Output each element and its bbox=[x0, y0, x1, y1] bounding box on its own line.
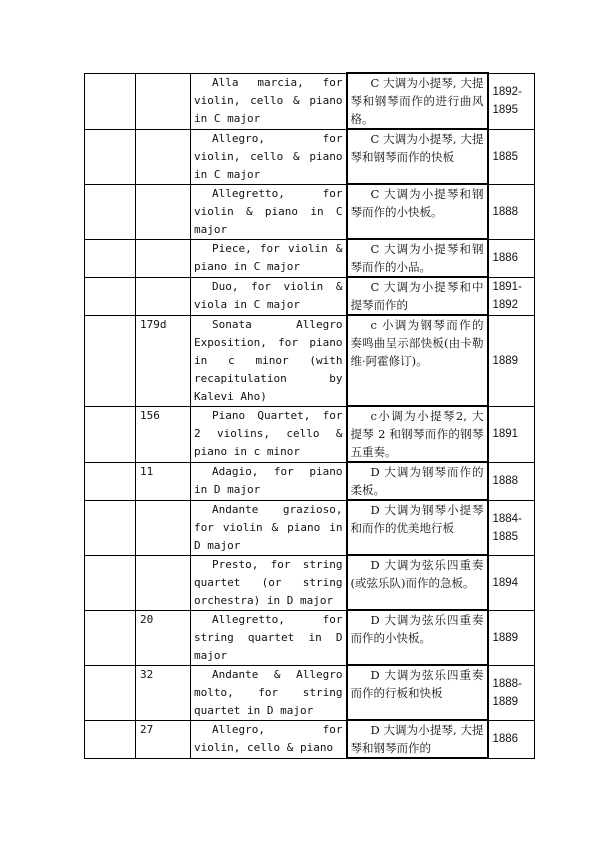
catalogue-number-cell: 27 bbox=[136, 720, 191, 758]
chinese-description-cell: D 大调为小提琴, 大提琴和钢琴而作的 bbox=[347, 720, 488, 758]
blank-cell bbox=[85, 315, 136, 406]
catalogue-number-cell bbox=[136, 73, 191, 129]
table-row bbox=[85, 277, 535, 315]
work-title-cell: Presto, for string quartet (or string orchestra) in D major bbox=[191, 555, 347, 610]
year-cell: 1886 bbox=[488, 239, 535, 277]
table-row bbox=[85, 315, 535, 406]
table-row bbox=[85, 555, 535, 610]
catalogue-number-cell: 32 bbox=[136, 665, 191, 720]
year-cell: 1888 bbox=[488, 462, 535, 500]
chinese-description-cell: D 大调为钢琴而作的柔板。 bbox=[347, 462, 488, 500]
work-title-cell: Andante grazioso, for violin & piano in D major bbox=[191, 500, 347, 555]
table-row bbox=[85, 720, 535, 758]
year-cell: 1888 bbox=[488, 184, 535, 239]
table-body bbox=[85, 73, 535, 758]
catalogue-number-cell bbox=[136, 184, 191, 239]
chinese-description-cell: C 大调为小提琴, 大提琴和钢琴而作的进行曲风格。 bbox=[347, 73, 488, 129]
catalogue-number-cell: 179d bbox=[136, 315, 191, 406]
catalogue-number-cell: 20 bbox=[136, 610, 191, 665]
work-title-cell: Piece, for violin & piano in C major bbox=[191, 239, 347, 277]
table-row bbox=[85, 462, 535, 500]
blank-cell bbox=[85, 277, 136, 315]
blank-cell bbox=[85, 610, 136, 665]
year-cell: 1885 bbox=[488, 129, 535, 184]
blank-cell bbox=[85, 555, 136, 610]
table-row bbox=[85, 239, 535, 277]
chinese-description-cell: C 大调为小提琴和钢琴而作的小快板。 bbox=[347, 184, 488, 239]
work-title-cell: Sonata Allegro Exposition, for piano in c minor (with recapitulation by Kalevi Aho) bbox=[191, 315, 347, 406]
table-row bbox=[85, 184, 535, 239]
chinese-description-cell: C 大调为小提琴和钢琴而作的小品。 bbox=[347, 239, 488, 277]
table-row bbox=[85, 406, 535, 462]
work-title-cell: Allegretto, for string quartet in D major bbox=[191, 610, 347, 665]
table-row bbox=[85, 610, 535, 665]
blank-cell bbox=[85, 73, 136, 129]
year-cell: 1884-1885 bbox=[488, 500, 535, 555]
chinese-description-cell: c小调为小提琴2, 大提琴 2 和钢琴而作的钢琴五重奏。 bbox=[347, 406, 488, 462]
table-row bbox=[85, 129, 535, 184]
blank-cell bbox=[85, 184, 136, 239]
blank-cell bbox=[85, 500, 136, 555]
chinese-description-cell: C 大调为小提琴和中提琴而作的 bbox=[347, 277, 488, 315]
year-cell: 1886 bbox=[488, 720, 535, 758]
works-table bbox=[84, 72, 535, 759]
chinese-description-cell: D 大调为弦乐四重奏(或弦乐队)而作的急板。 bbox=[347, 555, 488, 610]
work-title-cell: Allegro, for violin, cello & piano in C major bbox=[191, 129, 347, 184]
year-cell: 1894 bbox=[488, 555, 535, 610]
year-cell: 1888-1889 bbox=[488, 665, 535, 720]
catalogue-number-cell bbox=[136, 239, 191, 277]
year-cell: 1889 bbox=[488, 315, 535, 406]
year-cell: 1891 bbox=[488, 406, 535, 462]
year-cell: 1891-1892 bbox=[488, 277, 535, 315]
work-title-cell: Duo, for violin & viola in C major bbox=[191, 277, 347, 315]
work-title-cell: Adagio, for piano in D major bbox=[191, 462, 347, 500]
work-title-cell: Piano Quartet, for 2 violins, cello & piano in c minor bbox=[191, 406, 347, 462]
work-title-cell: Allegro, for violin, cello & piano bbox=[191, 720, 347, 758]
table-row bbox=[85, 665, 535, 720]
catalogue-number-cell: 11 bbox=[136, 462, 191, 500]
blank-cell bbox=[85, 720, 136, 758]
year-cell: 1892-1895 bbox=[488, 73, 535, 129]
blank-cell bbox=[85, 129, 136, 184]
catalogue-number-cell: 156 bbox=[136, 406, 191, 462]
catalogue-number-cell bbox=[136, 129, 191, 184]
work-title-cell: Alla marcia, for violin, cello & piano in C major bbox=[191, 73, 347, 129]
table-row bbox=[85, 73, 535, 129]
table-row bbox=[85, 500, 535, 555]
blank-cell bbox=[85, 239, 136, 277]
chinese-description-cell: D 大调为钢琴小提琴和而作的优美地行板 bbox=[347, 500, 488, 555]
blank-cell bbox=[85, 462, 136, 500]
chinese-description-cell: D 大调为弦乐四重奏而作的小快板。 bbox=[347, 610, 488, 665]
catalogue-number-cell bbox=[136, 500, 191, 555]
work-title-cell: Andante & Allegro molto, for string quartet in D major bbox=[191, 665, 347, 720]
year-cell: 1889 bbox=[488, 610, 535, 665]
catalogue-number-cell bbox=[136, 277, 191, 315]
blank-cell bbox=[85, 665, 136, 720]
blank-cell bbox=[85, 406, 136, 462]
chinese-description-cell: C 大调为小提琴, 大提琴和钢琴而作的快板 bbox=[347, 129, 488, 184]
chinese-description-cell: c 小调为钢琴而作的奏鸣曲呈示部快板(由卡勒维·阿霍修订)。 bbox=[347, 315, 488, 406]
work-title-cell: Allegretto, for violin & piano in C major bbox=[191, 184, 347, 239]
catalogue-number-cell bbox=[136, 555, 191, 610]
chinese-description-cell: D 大调为弦乐四重奏而作的行板和快板 bbox=[347, 665, 488, 720]
